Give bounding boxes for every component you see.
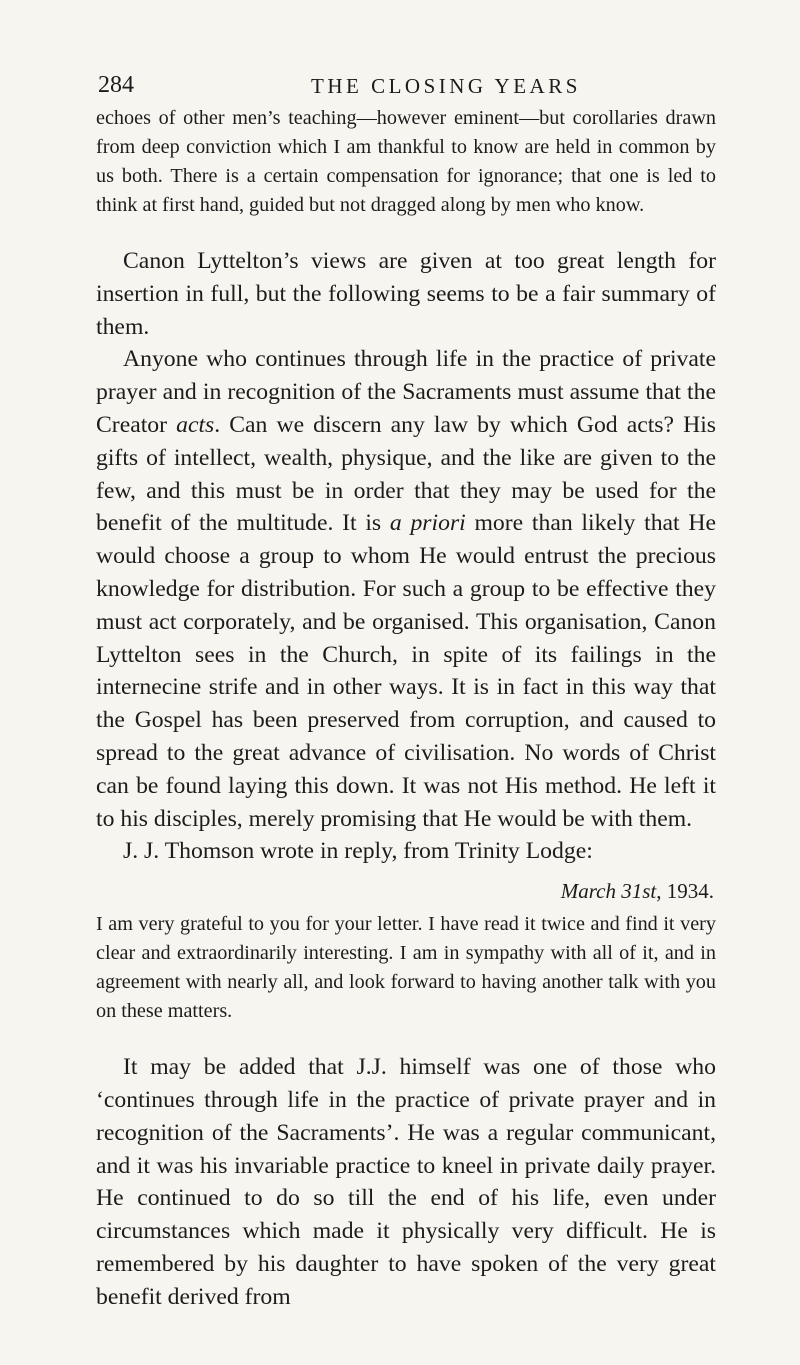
letter-body: I am very grateful to you for your letter. I have read it twice and find it very clear and extraordinarily interesting. I am in sympathy with all of it, and in agreement with nearly all, and look forward to having another talk with you on these matters. [96,913,716,1023]
paragraph-lyttelton-views: Canon Lyttelton’s views are given at too great length for insertion in full, but the following seems to be a fair summary of them. [96,248,716,340]
letter-date-month: March 31st [560,879,657,904]
summary-text-2: . Can we discern any law by which God acts? His gifts of intellect, wealth, physique, and the like are given to the few, and this must be in order that they may be used for the benefit of the multitude. It is [96,411,716,537]
summary-text-1: Anyone who continues through life in the practice of private prayer and in recognition of the Sacraments must assume that the Creator [96,346,716,438]
letter-date-year: , 1934. [656,879,714,904]
paragraph-summary [96,343,716,835]
summary-text-3: more than likely that He would choose a group to whom He would entrust the precious knowledge for distribution. For such a group to be effective they must act corporately, and be organised. This organisation, Canon Lyttelton sees in the Church, in spite of its failings in the internecine strife and in other ways. It is in fact in this way that the Gospel has been preserved from corruption, and caused to spread to the great advance of civilisation. No words of Christ can be found laying this down. It was not His method. He left it to his disciples, merely promising that He would be with them. [96,510,716,832]
page-number: 284 [98,72,134,98]
paragraph-thomson-reply: J. J. Thomson wrote in reply, from Trinity Lodge: [123,838,593,865]
paragraph-jj-practice: It may be added that J.J. himself was one of those who ‘continues through life in the practice of private prayer and in recognition of the Sacraments’. He was a regular communicant, and it was his invariable practice to kneel in private daily prayer. He continued to do so till the end of his life, even under circumstances which made it physically very difficult. He is remembered by his daughter to have spoken of the very great benefit derived from [96,1054,716,1310]
running-head [96,60,716,104]
letter-date [96,876,714,907]
book-page [96,60,716,1314]
running-title: THE CLOSING YEARS [311,74,581,98]
quoted-letter-continuation: echoes of other men’s teaching—however eminent—but corollaries drawn from deep conviction which I am thankful to know are held in common by us both. There is a certain compensation for ignorance; that one is led to think at first hand, guided but not dragged along by men who know. [96,107,716,216]
emphasis-acts: acts [176,411,215,438]
emphasis-a-priori: a priori [389,510,466,537]
